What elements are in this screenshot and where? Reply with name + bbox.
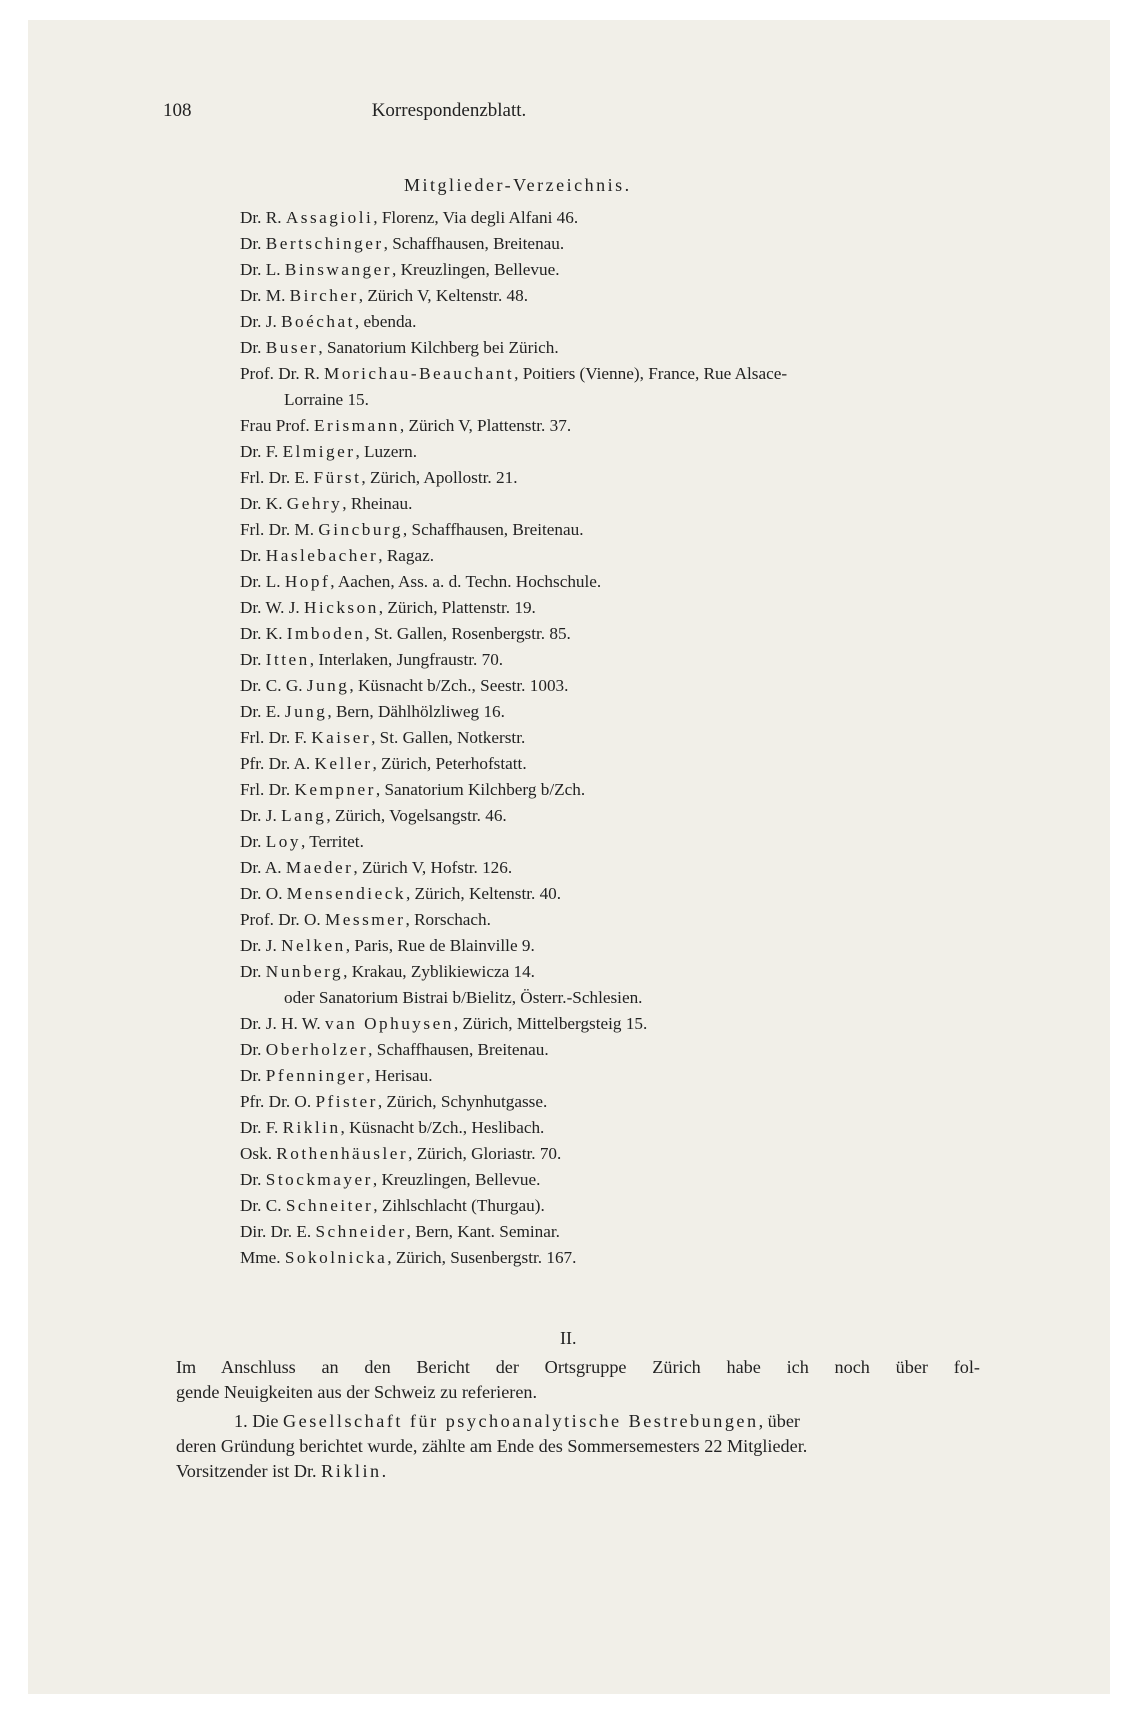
member-entry [240, 465, 1040, 491]
member-name: Maeder [285, 858, 354, 877]
member-entry [240, 933, 1040, 959]
member-address: , Interlaken, Jungfraustr. 70. [309, 650, 504, 669]
member-entry [240, 543, 1040, 569]
member-title: Mme. [240, 1248, 285, 1267]
member-name: Hickson [304, 598, 379, 617]
paragraph-line [176, 1459, 980, 1484]
paragraph-line [176, 1409, 980, 1434]
member-name: Pfister [315, 1092, 378, 1111]
member-title: Dr. A. [240, 858, 286, 877]
paragraph-society [176, 1409, 980, 1484]
member-title: Dr. [240, 1170, 266, 1189]
member-name: Nelken [281, 936, 346, 955]
member-entry [240, 361, 1040, 387]
member-entry [240, 751, 1040, 777]
member-address: , Zürich, Apollostr. 21. [361, 468, 518, 487]
member-address: , Florenz, Via degli Alfani 46. [373, 208, 579, 227]
member-address: , Zürich, Susenbergstr. 167. [387, 1248, 577, 1267]
member-entry [240, 959, 1040, 985]
member-title: Dr. K. [240, 624, 287, 643]
section-numeral: II. [560, 1328, 577, 1348]
member-entry [240, 413, 1040, 439]
member-title: Dr. L. [240, 572, 285, 591]
member-address: , Zürich V, Hofstr. 126. [353, 858, 513, 877]
member-entry-continuation [240, 387, 1040, 413]
member-name: Oberholzer [265, 1040, 369, 1059]
member-entry [240, 647, 1040, 673]
member-entry [240, 595, 1040, 621]
member-address: , Küsnacht b/Zch., Heslibach. [340, 1118, 545, 1137]
member-address: , Herisau. [366, 1066, 433, 1085]
member-name: Bertschinger [265, 234, 384, 253]
member-address: , Paris, Rue de Blainville 9. [345, 936, 535, 955]
member-address: , Ragaz. [378, 546, 435, 565]
member-name: Kempner [294, 780, 376, 799]
member-entry [240, 725, 1040, 751]
member-title: Frau Prof. [240, 416, 314, 435]
member-name: Buser [265, 338, 319, 357]
paragraph-text: 1. Die [234, 1411, 283, 1431]
member-name: Mensendieck [286, 884, 406, 903]
member-name: Kaiser [311, 728, 372, 747]
member-address: , St. Gallen, Rosenbergstr. 85. [365, 624, 571, 643]
paragraph-text: , über [758, 1411, 800, 1431]
member-address: , Sanatorium Kilchberg bei Zürich. [318, 338, 559, 357]
member-name: Keller [314, 754, 373, 773]
member-entry [240, 439, 1040, 465]
member-title: Osk. [240, 1144, 277, 1163]
page-number: 108 [163, 100, 192, 121]
member-title: Dr. [240, 832, 266, 851]
member-title: Frl. Dr. F. [240, 728, 312, 747]
member-entry [240, 1089, 1040, 1115]
member-name: Riklin [282, 1118, 341, 1137]
member-name: Gincburg [318, 520, 403, 539]
member-title: Dr. [240, 234, 266, 253]
member-title: Dr. F. [240, 442, 283, 461]
member-address: , Zihlschlacht (Thurgau). [373, 1196, 545, 1215]
paragraph-line: deren Gründung berichtet wurde, zählte am Ende des Sommersemesters 22 Mitglieder. [176, 1436, 808, 1456]
paragraph-intro [176, 1355, 980, 1405]
member-name: Itten [265, 650, 310, 669]
member-entry [240, 1219, 1040, 1245]
member-title: Dr. F. [240, 1118, 283, 1137]
member-address: , Zürich, Keltenstr. 40. [405, 884, 562, 903]
member-title: Dr. M. [240, 286, 290, 305]
member-entry [240, 855, 1040, 881]
member-address: , Luzern. [355, 442, 417, 461]
member-entry [240, 1193, 1040, 1219]
member-entry [240, 777, 1040, 803]
member-title: Dr. R. [240, 208, 286, 227]
paragraph-line: Im Anschluss an den Bericht der Ortsgruppe Zürich habe ich noch über fol- [176, 1357, 980, 1377]
member-entry [240, 881, 1040, 907]
member-title: Dr. J. [240, 806, 282, 825]
member-title: Prof. Dr. O. [240, 910, 325, 929]
member-address: , Zürich V, Plattenstr. 37. [399, 416, 572, 435]
running-title: Korrespondenzblatt. [371, 100, 527, 121]
member-entry [240, 699, 1040, 725]
member-name: Boéchat [281, 312, 355, 331]
member-title: Pfr. Dr. A. [240, 754, 315, 773]
paragraph-text: . [381, 1461, 387, 1481]
member-address: , Zürich, Mittelbergsteig 15. [453, 1014, 648, 1033]
member-title: Dr. [240, 1040, 266, 1059]
member-name: Jung [284, 702, 328, 721]
member-address: , Schaffhausen, Breitenau. [402, 520, 584, 539]
member-title: Dr. C. G. [240, 676, 307, 695]
member-title: Dr. [240, 650, 266, 669]
member-address: , Kreuzlingen, Bellevue. [372, 1170, 541, 1189]
member-title: Frl. Dr. M. [240, 520, 319, 539]
member-name: Haslebacher [265, 546, 379, 565]
member-entry [240, 1141, 1040, 1167]
member-title: Dr. [240, 546, 266, 565]
member-entry [240, 1063, 1040, 1089]
member-address: , Zürich, Plattenstr. 19. [378, 598, 536, 617]
member-title: Dr. J. [240, 312, 282, 331]
member-name: Elmiger [282, 442, 356, 461]
member-entry [240, 491, 1040, 517]
member-entry [240, 257, 1040, 283]
member-address: , Sanatorium Kilchberg b/Zch. [375, 780, 586, 799]
member-address: Lorraine 15. [284, 390, 369, 409]
member-name: Schneider [315, 1222, 407, 1241]
member-entry [240, 829, 1040, 855]
member-name: Loy [265, 832, 301, 851]
member-address: , Krakau, Zyblikiewicza 14. [343, 962, 535, 981]
member-list [240, 205, 1040, 1271]
member-entry [240, 231, 1040, 257]
member-title: Dir. Dr. E. [240, 1222, 316, 1241]
member-entry [240, 1167, 1040, 1193]
member-entry [240, 803, 1040, 829]
member-entry [240, 205, 1040, 231]
member-entry [240, 335, 1040, 361]
member-name: Jung [306, 676, 350, 695]
member-address: , Kreuzlingen, Bellevue. [391, 260, 560, 279]
member-entry [240, 1245, 1040, 1271]
member-entry [240, 517, 1040, 543]
member-address: , Küsnacht b/Zch., Seestr. 1003. [349, 676, 569, 695]
member-entry [240, 907, 1040, 933]
member-address: , Rheinau. [342, 494, 413, 513]
member-title: Frl. Dr. E. [240, 468, 314, 487]
member-address: , Zürich, Vogelsangstr. 46. [326, 806, 507, 825]
member-name: Bircher [289, 286, 359, 305]
member-entry [240, 569, 1040, 595]
member-address: , Zürich, Schynhutgasse. [377, 1092, 548, 1111]
paragraph-line: gende Neuigkeiten aus der Schweiz zu referieren. [176, 1382, 538, 1402]
member-address: , Poitiers (Vienne), France, Rue Alsace- [514, 364, 788, 383]
member-title: Dr. L. [240, 260, 285, 279]
member-title: Dr. J. H. W. [240, 1014, 325, 1033]
member-entry [240, 1011, 1040, 1037]
member-name: van Ophuysen [325, 1014, 454, 1033]
member-name: Fürst [313, 468, 362, 487]
member-name: Gehry [286, 494, 343, 513]
member-name: Assagioli [285, 208, 374, 227]
member-title: Dr. C. [240, 1196, 286, 1215]
member-address: , St. Gallen, Notkerstr. [371, 728, 526, 747]
member-entry [240, 1037, 1040, 1063]
member-address: , Territet. [300, 832, 364, 851]
member-title: Dr. E. [240, 702, 285, 721]
member-title: Dr. W. J. [240, 598, 304, 617]
member-address: , Bern, Kant. Seminar. [406, 1222, 560, 1241]
member-entry [240, 283, 1040, 309]
member-entry [240, 621, 1040, 647]
member-name: Erismann [314, 416, 400, 435]
member-address: , Aachen, Ass. a. d. Techn. Hochschule. [330, 572, 602, 591]
member-title: Dr. [240, 1066, 266, 1085]
member-title: Pfr. Dr. O. [240, 1092, 316, 1111]
member-name: Messmer [324, 910, 406, 929]
member-address: oder Sanatorium Bistrai b/Bielitz, Österr.-Schlesien. [284, 988, 643, 1007]
member-name: Hopf [284, 572, 331, 591]
member-title: Prof. Dr. R. [240, 364, 325, 383]
member-entry-continuation [240, 985, 1040, 1011]
member-title: Dr. J. [240, 936, 282, 955]
member-address: , Zürich, Peterhofstatt. [372, 754, 527, 773]
member-address: , Schaffhausen, Breitenau. [368, 1040, 549, 1059]
member-address: , ebenda. [354, 312, 417, 331]
society-name: Gesellschaft für psychoanalytische Bestrebungen [283, 1411, 759, 1431]
member-entry [240, 309, 1040, 335]
member-name: Schneiter [285, 1196, 374, 1215]
member-entry [240, 673, 1040, 699]
paragraph-text: Vorsitzender ist Dr. [176, 1461, 322, 1481]
member-name: Stockmayer [265, 1170, 373, 1189]
member-title: Dr. [240, 338, 266, 357]
page-header [163, 100, 735, 124]
member-name: Pfenninger [265, 1066, 367, 1085]
member-title: Dr. K. [240, 494, 287, 513]
member-name: Sokolnicka [284, 1248, 388, 1267]
chair-name: Riklin [321, 1461, 382, 1481]
list-title: Mitglieder-Verzeichnis. [404, 175, 632, 195]
member-address: , Zürich, Gloriastr. 70. [408, 1144, 562, 1163]
member-name: Rothenhäusler [276, 1144, 409, 1163]
member-title: Frl. Dr. [240, 780, 295, 799]
member-address: , Zürich V, Keltenstr. 48. [358, 286, 529, 305]
member-address: , Schaffhausen, Breitenau. [383, 234, 565, 253]
member-address: , Bern, Dählhölzliweg 16. [327, 702, 505, 721]
member-name: Nunberg [265, 962, 344, 981]
member-address: , Rorschach. [405, 910, 491, 929]
member-name: Binswanger [284, 260, 392, 279]
member-title: Dr. [240, 962, 266, 981]
member-name: Imboden [286, 624, 366, 643]
member-entry [240, 1115, 1040, 1141]
member-name: Lang [281, 806, 327, 825]
member-title: Dr. O. [240, 884, 287, 903]
member-name: Morichau-Beauchant [324, 364, 515, 383]
